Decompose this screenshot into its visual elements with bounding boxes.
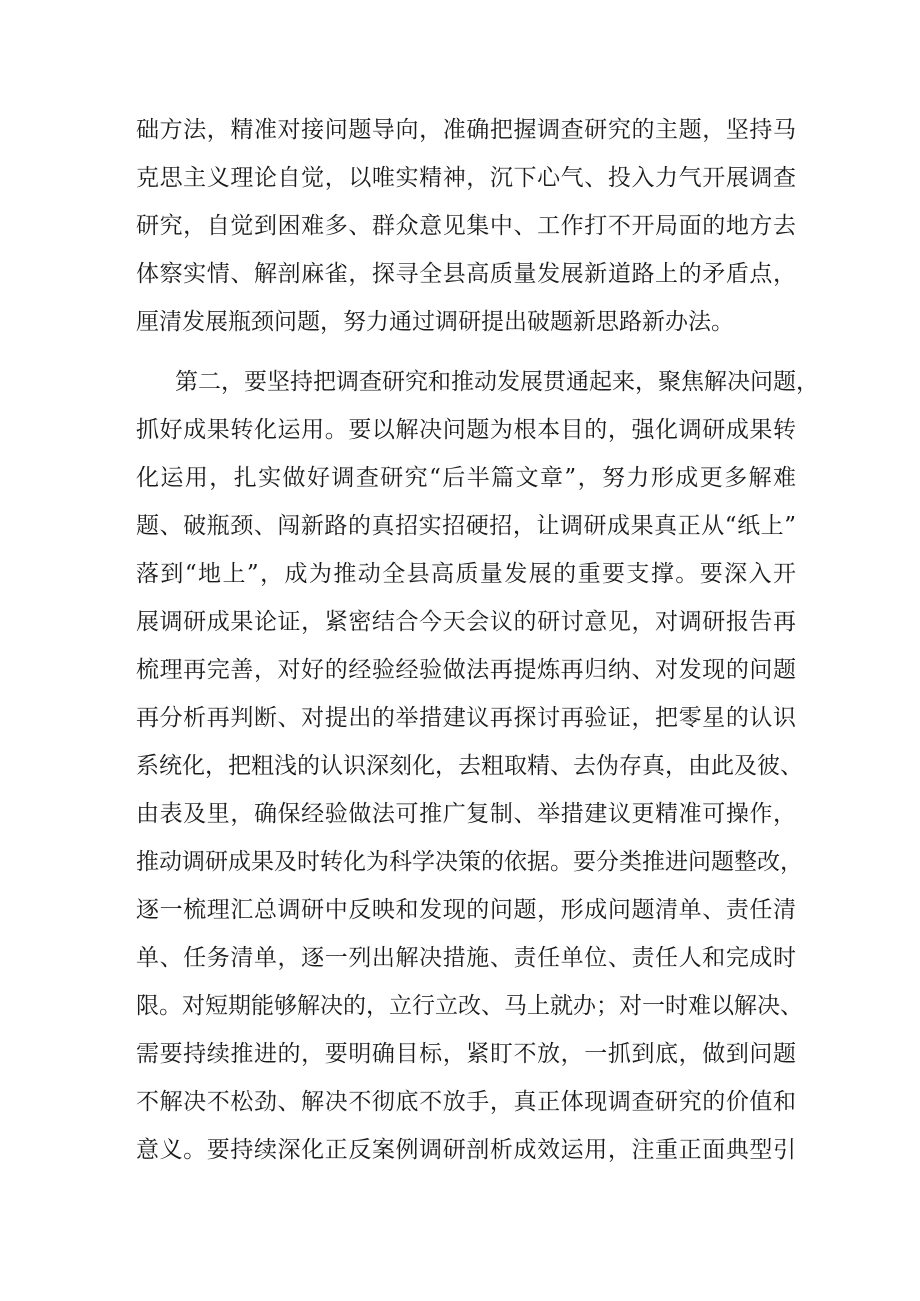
paragraph-line: 体察实情、解剖麻雀，探寻全县高质量发展新道路上的矛盾点， [136, 261, 796, 287]
paragraph-line: 题、破瓶颈、闯新路的真招实招硬招，让调研成果真正从“纸上” [136, 513, 796, 539]
paragraph-line: 展调研成果论证，紧密结合今天会议的研讨意见，对调研报告再 [136, 609, 796, 635]
paragraph-line: 研究，自觉到困难多、群众意见集中、工作打不开局面的地方去 [136, 213, 796, 239]
paragraph-line: 落到“地上”，成为推动全县高质量发展的重要支撑。要深入开 [136, 561, 796, 587]
paragraph-line: 系统化，把粗浅的认识深刻化，去粗取精、去伪存真，由此及彼、 [136, 753, 803, 779]
paragraph-line: 不解决不松劲、解决不彻底不放手，真正体现调查研究的价值和 [136, 1089, 796, 1115]
paragraph-line: 梳理再完善，对好的经验经验做法再提炼再归纳、对发现的问题 [136, 657, 796, 683]
paragraph-line: 意义。要持续深化正反案例调研剖析成效运用，注重正面典型引 [136, 1137, 796, 1163]
paragraph-line: 推动调研成果及时转化为科学决策的依据。要分类推进问题整改， [136, 849, 803, 875]
paragraph-line: 厘清发展瓶颈问题，努力通过调研提出破题新思路新办法。 [136, 309, 734, 335]
paragraph-line: 由表及里，确保经验做法可推广复制、举措建议更精准可操作， [136, 801, 796, 827]
paragraph-line: 第二，要坚持把调查研究和推动发展贯通起来，聚焦解决问题， [175, 369, 819, 395]
paragraph-line: 逐一梳理汇总调研中反映和发现的问题，形成问题清单、责任清 [136, 897, 796, 923]
paragraph-line: 需要持续推进的，要明确目标，紧盯不放，一抓到底，做到问题 [136, 1041, 796, 1067]
paragraph-line: 再分析再判断、对提出的举措建议再探讨再验证，把零星的认识 [136, 705, 796, 731]
paragraph-line: 抓好成果转化运用。要以解决问题为根本目的，强化调研成果转 [136, 417, 796, 443]
paragraph-line: 克思主义理论自觉，以唯实精神，沉下心气、投入力气开展调查 [136, 165, 796, 191]
paragraph-line: 化运用，扎实做好调查研究“后半篇文章”，努力形成更多解难 [136, 465, 796, 491]
paragraph-line: 础方法，精准对接问题导向，准确把握调查研究的主题，坚持马 [136, 117, 796, 143]
paragraph-line: 单、任务清单，逐一列出解决措施、责任单位、责任人和完成时 [136, 945, 796, 971]
paragraph-line: 限。对短期能够解决的，立行立改、马上就办；对一时难以解决、 [136, 993, 803, 1019]
